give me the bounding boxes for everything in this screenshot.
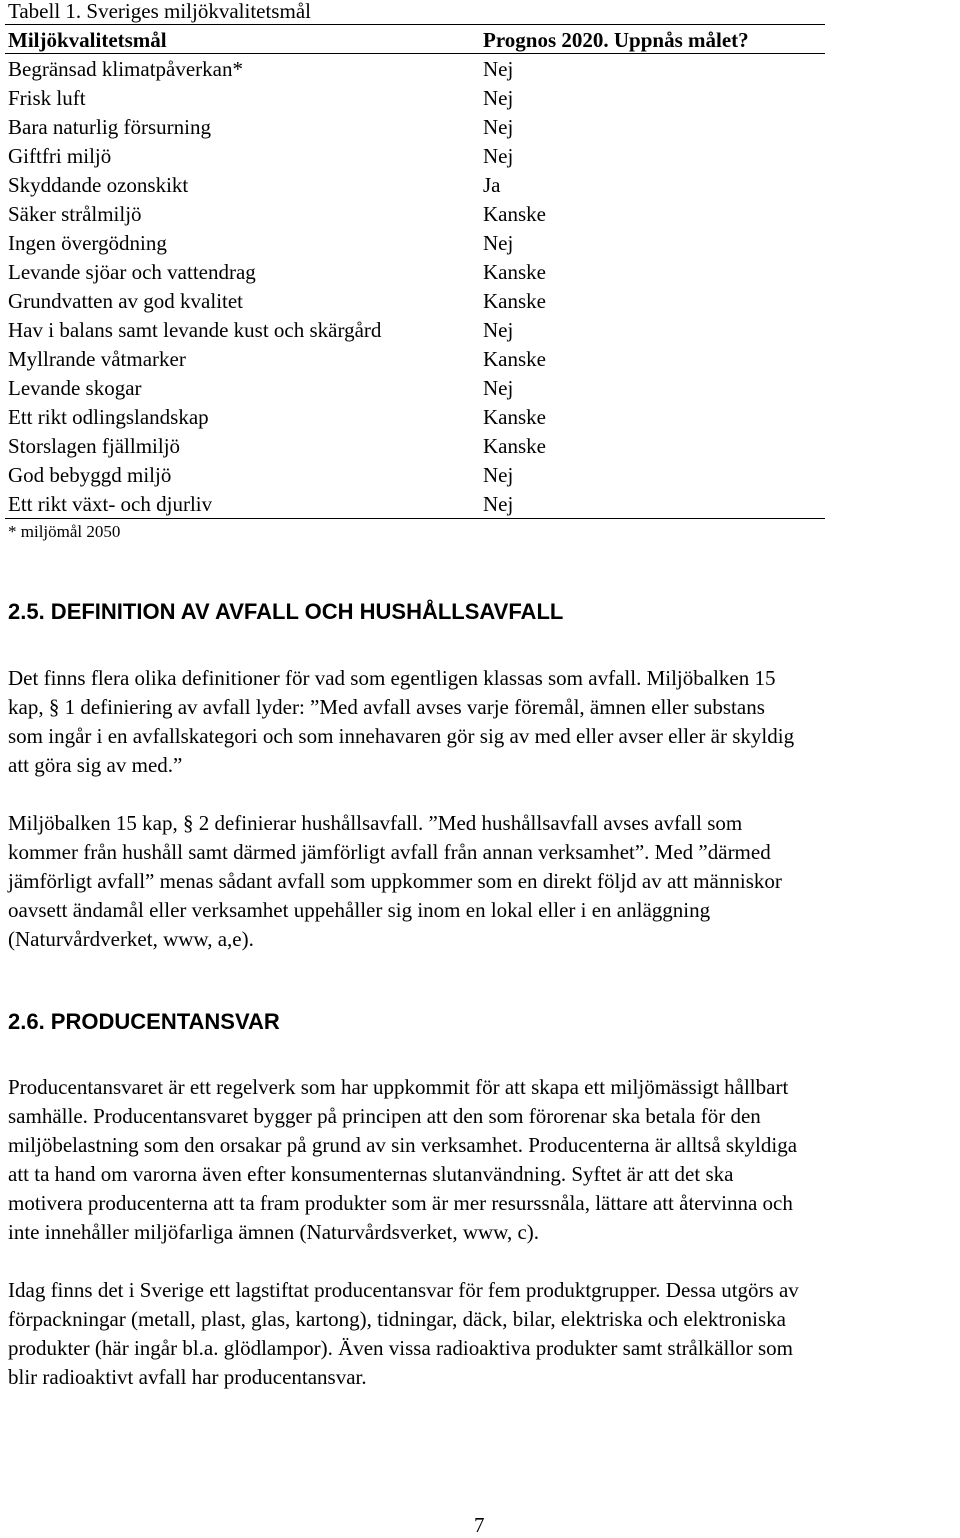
goal-cell: Säker strålmiljö bbox=[8, 202, 142, 226]
table-bottom-rule bbox=[5, 518, 825, 519]
text-line: förpackningar (metall, plast, glas, kartong), tidningar, däck, bilar, elektriska och elektroniska bbox=[8, 1307, 786, 1331]
table-row bbox=[5, 84, 825, 113]
text-line: (Naturvårdverket, www, a,e). bbox=[8, 927, 254, 951]
text-line: att göra sig av med.” bbox=[8, 753, 183, 777]
text-line: produkter (här ingår bl.a. glödlampor). Även vissa radioaktiva produkter samt strålkällor som bbox=[8, 1336, 793, 1360]
text-line: att ta hand om varorna även efter konsumenternas slutanvändning. Syftet är att det ska bbox=[8, 1162, 734, 1186]
forecast-cell: Kanske bbox=[483, 202, 546, 226]
table-row bbox=[5, 142, 825, 171]
table-body bbox=[5, 55, 825, 519]
text-line: Det finns flera olika definitioner för vad som egentligen klassas som avfall. Miljöbalken 15 bbox=[8, 666, 776, 690]
table-row bbox=[5, 432, 825, 461]
page-number: 7 bbox=[474, 1513, 485, 1537]
goal-cell: Hav i balans samt levande kust och skärgård bbox=[8, 318, 382, 342]
text-line: Producentansvaret är ett regelverk som har uppkommit för att skapa ett miljömässigt hållbart bbox=[8, 1075, 789, 1099]
forecast-cell: Kanske bbox=[483, 260, 546, 284]
goal-cell: Storslagen fjällmiljö bbox=[8, 434, 181, 458]
table-header-rule bbox=[5, 53, 825, 54]
text-line: oavsett ändamål eller verksamhet uppehåller sig inom en lokal eller i en anläggning bbox=[8, 898, 711, 922]
forecast-cell: Nej bbox=[483, 376, 514, 400]
goal-cell: Ett rikt växt- och djurliv bbox=[8, 492, 213, 516]
paragraph-producentansvar-intro bbox=[8, 1073, 956, 1247]
text-line: miljöbelastning som den orsakar på grund av sin verksamhet. Producenterna är alltså skyldiga bbox=[8, 1133, 798, 1157]
goal-cell: Ingen övergödning bbox=[8, 231, 167, 255]
forecast-cell: Nej bbox=[483, 115, 514, 139]
goal-cell: Levande skogar bbox=[8, 376, 142, 400]
table-row bbox=[5, 461, 825, 490]
table-row bbox=[5, 258, 825, 287]
forecast-cell: Ja bbox=[483, 173, 501, 197]
goal-cell: Skyddande ozonskikt bbox=[8, 173, 189, 197]
table-row bbox=[5, 403, 825, 432]
text-line: som ingår i en avfallskategori och som innehavaren gör sig av med eller avser eller är skyldig bbox=[8, 724, 795, 748]
header-forecast: Prognos 2020. Uppnås målet? bbox=[483, 28, 749, 52]
goal-cell: Frisk luft bbox=[8, 86, 86, 110]
forecast-cell: Kanske bbox=[483, 289, 546, 313]
goal-cell: Grundvatten av god kvalitet bbox=[8, 289, 244, 313]
text-line: Idag finns det i Sverige ett lagstiftat producentansvar för fem produktgrupper. Dessa utgörs av bbox=[8, 1278, 799, 1302]
paragraph-hushallsavfall bbox=[8, 809, 956, 954]
text-line: inte innehåller miljöfarliga ämnen (Naturvårdsverket, www, c). bbox=[8, 1220, 540, 1244]
forecast-cell: Nej bbox=[483, 318, 514, 342]
forecast-cell: Kanske bbox=[483, 434, 546, 458]
goal-cell: God bebyggd miljö bbox=[8, 463, 172, 487]
forecast-cell: Kanske bbox=[483, 347, 546, 371]
text-line: kommer från hushåll samt därmed jämförligt avfall från annan verksamhet”. Med ”därmed bbox=[8, 840, 771, 864]
table-row bbox=[5, 229, 825, 258]
table-row bbox=[5, 490, 825, 519]
table-caption: Tabell 1. Sveriges miljökvalitetsmål bbox=[8, 0, 311, 23]
forecast-cell: Nej bbox=[483, 57, 514, 81]
forecast-cell: Kanske bbox=[483, 405, 546, 429]
table-footnote: * miljömål 2050 bbox=[8, 522, 121, 541]
section-heading-definition: 2.5. DEFINITION AV AVFALL OCH HUSHÅLLSAVFALL bbox=[8, 599, 564, 624]
section-heading-producentansvar: 2.6. PRODUCENTANSVAR bbox=[8, 1009, 280, 1034]
table-row bbox=[5, 171, 825, 200]
forecast-cell: Nej bbox=[483, 144, 514, 168]
table-row bbox=[5, 113, 825, 142]
paragraph-definition-avfall bbox=[8, 664, 956, 780]
text-line: kap, § 1 definiering av avfall lyder: ”Med avfall avses varje föremål, ämnen eller substans bbox=[8, 695, 765, 719]
text-line: Miljöbalken 15 kap, § 2 definierar hushållsavfall. ”Med hushållsavfall avses avfall som bbox=[8, 811, 743, 835]
goal-cell: Levande sjöar och vattendrag bbox=[8, 260, 256, 284]
goal-cell: Begränsad klimatpåverkan* bbox=[8, 57, 243, 81]
forecast-cell: Nej bbox=[483, 492, 514, 516]
table-top-rule bbox=[5, 24, 825, 25]
paragraph-produktgrupper bbox=[8, 1276, 956, 1392]
table-header-row bbox=[5, 27, 825, 53]
table-row bbox=[5, 200, 825, 229]
table-row bbox=[5, 316, 825, 345]
table-row bbox=[5, 55, 825, 84]
table-row bbox=[5, 345, 825, 374]
text-line: jämförligt avfall” menas sådant avfall som uppkommer som en direkt följd av att människor bbox=[8, 869, 782, 893]
forecast-cell: Nej bbox=[483, 231, 514, 255]
text-line: blir radioaktivt avfall har producentansvar. bbox=[8, 1365, 367, 1389]
text-line: samhälle. Producentansvaret bygger på principen att den som förorenar ska betala för den bbox=[8, 1104, 761, 1128]
goal-cell: Ett rikt odlingslandskap bbox=[8, 405, 209, 429]
text-line: motivera producenterna att ta fram produkter som är mer resurssnåla, lättare att återvinna och bbox=[8, 1191, 793, 1215]
forecast-cell: Nej bbox=[483, 86, 514, 110]
goal-cell: Giftfri miljö bbox=[8, 144, 112, 168]
table-row bbox=[5, 287, 825, 316]
goal-cell: Bara naturlig försurning bbox=[8, 115, 211, 139]
forecast-cell: Nej bbox=[483, 463, 514, 487]
goal-cell: Myllrande våtmarker bbox=[8, 347, 186, 371]
table-row bbox=[5, 374, 825, 403]
header-goal: Miljökvalitetsmål bbox=[8, 28, 167, 52]
